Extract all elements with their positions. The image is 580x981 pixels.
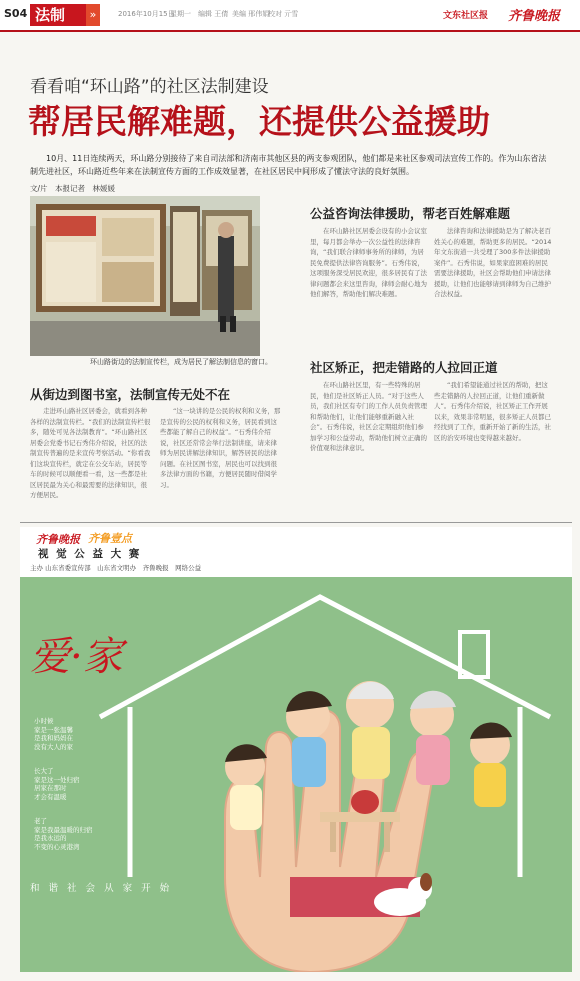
ad-poem-childhood: 小时候 家是一张温馨 是我和妈妈在 没有大人的家 bbox=[34, 717, 73, 751]
photo-caption: 环山路街边的法制宣传栏，成为居民了解法制信息的窗口。 bbox=[90, 358, 272, 366]
paragraph: 走进环山路社区居委会，就看到各种各样的法制宣传栏。“我们的法制宣传栏很多，随处可见各法制教育”。“环山路社区居委会党委书记石秀伟介绍说，社区的法制宣传普遍的是来宣传考察活动。“你看我们这块宣传栏，就定在公交车站，居民等车的时候可以顺便看一看，这一些都是社区居民最为关心和最需要的法律知识，很方便居民。 bbox=[30, 407, 151, 499]
ad-sponsors: 主办 山东省委宣传部 山东省文明办 齐鲁晚报 网络公益 bbox=[30, 564, 202, 572]
issue-date: 2016年10月15日 bbox=[118, 10, 175, 18]
section-tag: 法制 bbox=[30, 4, 86, 26]
ad-logo-secondary: 齐鲁壹点 bbox=[88, 532, 132, 545]
section-title-publicity: 从街边到图书室，法制宣传无处不在 bbox=[30, 387, 231, 402]
issue-weekday: 星期一 bbox=[170, 10, 191, 18]
ad-poem-adulthood: 长大了 家是这一处归宿 居家在那时 才会有温暖 bbox=[34, 767, 80, 801]
article-photo bbox=[30, 196, 260, 356]
section-text-legal-aid-col1 bbox=[310, 226, 428, 352]
ad-logo: 齐鲁晚报 bbox=[36, 533, 80, 546]
street-bulletin-board-image bbox=[30, 196, 260, 356]
section-text-publicity-col1 bbox=[30, 406, 152, 516]
page-number: S04 bbox=[4, 7, 28, 20]
article-kicker: 看看咱“环山路”的社区法制建设 bbox=[30, 77, 269, 97]
edition-name: 文东社区报 bbox=[443, 11, 489, 21]
newspaper-logo: 齐鲁晚报 bbox=[508, 9, 561, 24]
section-arrow-icon: » bbox=[86, 4, 100, 26]
paragraph: “这一块讲的是公民的权利和义务，那是宣传的公民的权利和义务，居民看到这些都能了解自己的权益”。“石秀伟介绍说，社区还常常会举行法制讲座，请来律师为居民讲解法律知识，解答居民的法律问题。在社区图书室，居民也可以找到很多法律方面的书籍，方便居民随时借阅学习。 bbox=[160, 407, 281, 489]
ad-love-home-title: 爱·家 bbox=[30, 634, 123, 680]
paragraph: 法律咨询和法律援助是为了解决老百姓关心的难题，帮助更多的居民。“2014年文东街道一共受理了300多件法律援助案件”。石秀伟说，如果家庭困难的居民需要法律援助，社区会帮助他们申请法律援助，让他们也能够请到律师为自己维护合法权益。 bbox=[434, 227, 552, 298]
section-text-correction-col1 bbox=[310, 380, 428, 514]
editor-credit: 编辑 王倩 bbox=[198, 10, 229, 18]
proofreader-credit: 校对 亓雪 bbox=[268, 10, 299, 18]
paragraph: “我们希望能通过社区的帮助，把这些走错路的人拉回正道，让他们重新做人”。石秀伟介绍说，社区矫正工作开展以来，效果非常明显，很多矫正人员都已经找到了工作，重新开始了新的生活，社区的治安环境也变得越来越好。 bbox=[434, 381, 551, 442]
section-text-correction-col2 bbox=[434, 380, 552, 514]
paragraph: 在环山路社区居委会设有的小会议室里，每月都会举办一次公益性的法律咨询，“我们联合律师事务所的律师，为居民免费提供法律咨询服务”。石秀伟说，这项服务深受居民欢迎，很多居民有了法律问题都会来这里咨询，律师会耐心地为他们解答，帮助他们解决难题。 bbox=[310, 227, 427, 298]
article-byline: 文/片 本报记者 林媛媛 bbox=[30, 184, 116, 193]
section-text-publicity-col2 bbox=[160, 406, 282, 516]
public-service-ad bbox=[20, 527, 572, 972]
paragraph: 在环山路社区里，有一些特殊的居民，他们是社区矫正人员。“对于这些人员，我们社区有专门的工作人员负责管理和帮助他们，让他们能够重新融入社会”。石秀伟说，社区会定期组织他们参加学习和公益劳动，帮助他们树立正确的价值观和法律意识。 bbox=[310, 381, 427, 452]
page-divider bbox=[20, 522, 572, 523]
section-title-correction: 社区矫正，把走错路的人拉回正道 bbox=[310, 360, 498, 375]
article-headline: 帮居民解难题，还提供公益援助 bbox=[28, 102, 490, 141]
article-intro: 10月、11日连续两天，环山路分别接待了来自司法部和济南市其他区县的两支参观团队，他们都是来社区参观司法宣传工作的。作为山东省法制先进社区，环山路近些年来在法制宣传方面的工作成效显著，在社区居民中间形成了懂法守法的良好氛围。 bbox=[30, 154, 547, 176]
designer-credit: 美编 邢伟娟 bbox=[232, 10, 270, 18]
ad-slogan: 和 谐 社 会 从 家 开 始 bbox=[30, 883, 173, 894]
ad-poem-old-age: 老了 家是我最温暖的归宿 是我永远的 不变的心灵港湾 bbox=[34, 817, 93, 851]
ad-title: 视 觉 公 益 大 赛 bbox=[38, 548, 142, 560]
section-title-legal-aid: 公益咨询法律援助，帮老百姓解难题 bbox=[310, 206, 511, 221]
section-text-legal-aid-col2 bbox=[434, 226, 552, 352]
